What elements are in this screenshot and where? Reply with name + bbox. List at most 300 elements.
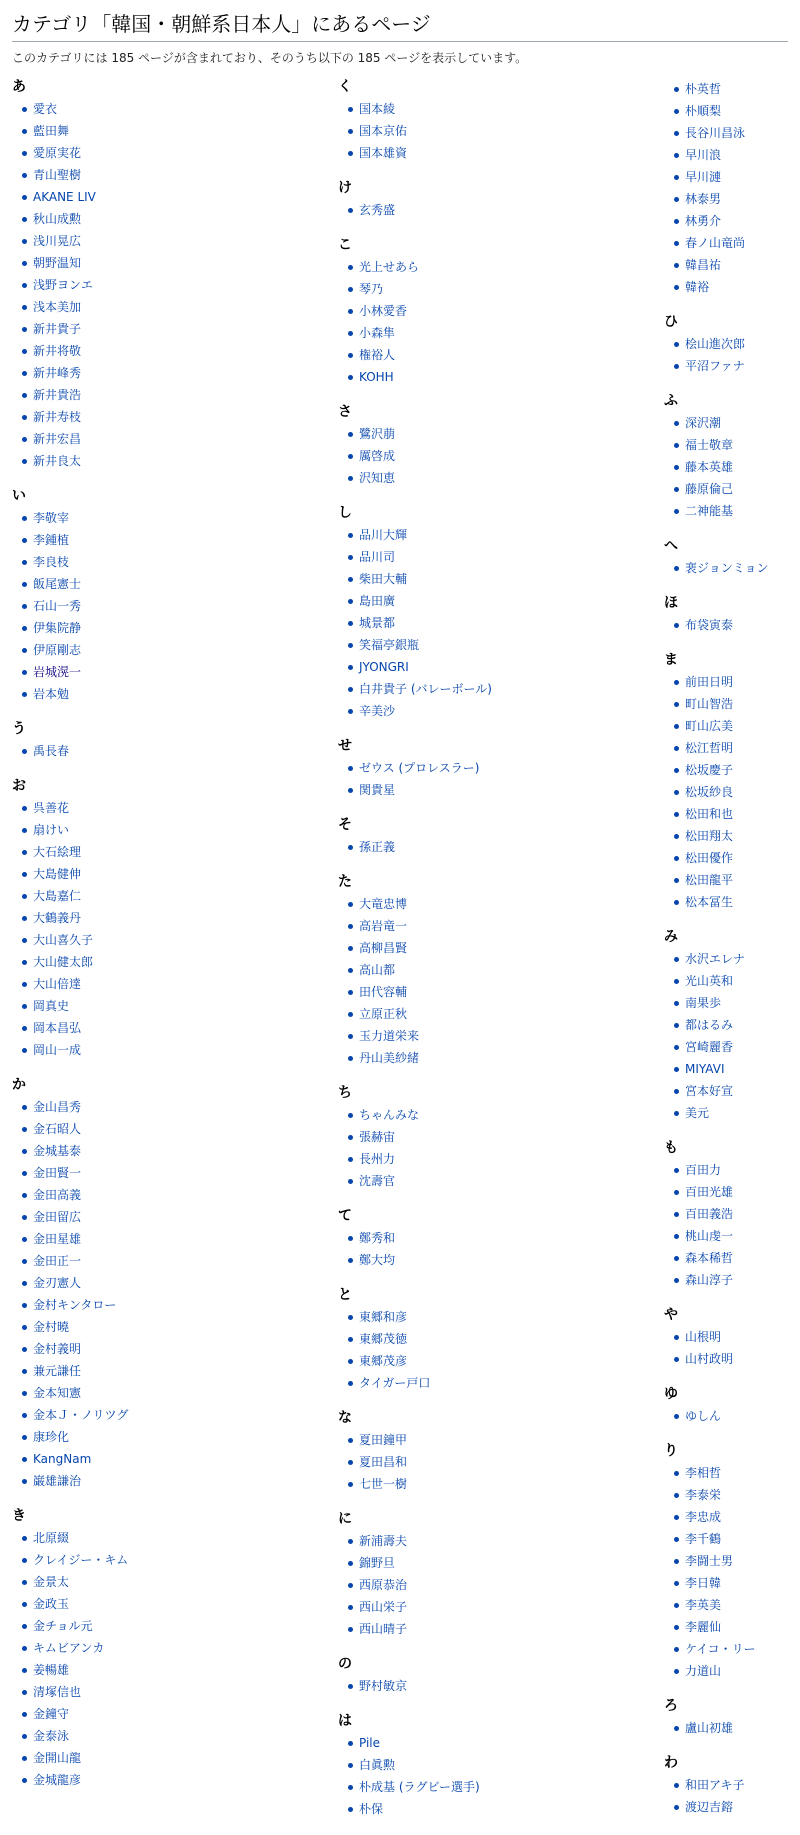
page-link[interactable]: 金山昌秀: [33, 1100, 82, 1114]
page-link[interactable]: ゆしん: [685, 1409, 722, 1423]
page-link[interactable]: 大石絵理: [33, 845, 82, 859]
list-item: [348, 937, 664, 959]
list-item: [348, 893, 664, 915]
page-list: [338, 423, 664, 489]
list-item: [348, 1732, 664, 1754]
page-link[interactable]: 桧山進次郎: [685, 337, 746, 351]
page-link[interactable]: 金城龍彦: [33, 1773, 82, 1787]
list-item: [348, 1429, 664, 1451]
list-item: [674, 825, 788, 847]
letter-heading: ゆ: [664, 1386, 678, 1402]
page-link[interactable]: 夏田鐘甲: [359, 1433, 408, 1447]
page-link[interactable]: 白井貴子 (バレーボール): [359, 682, 492, 696]
page-link[interactable]: 金田留広: [33, 1210, 82, 1224]
page-link[interactable]: 松坂紗良: [685, 785, 734, 799]
letter-group: [12, 78, 338, 472]
page-link[interactable]: 丹山美紗緒: [359, 1051, 420, 1065]
letter-group: [338, 1655, 664, 1697]
list-item: [674, 869, 788, 891]
page-link[interactable]: 金田賢一: [33, 1166, 82, 1180]
page-link[interactable]: 新井良太: [33, 454, 82, 468]
page-link[interactable]: 沈壽官: [359, 1174, 396, 1188]
page-link[interactable]: 水沢エレナ: [685, 952, 746, 966]
list-item: [22, 1228, 338, 1250]
page-link[interactable]: 柴田大輔: [359, 572, 408, 586]
page-link[interactable]: 李忠成: [685, 1510, 722, 1524]
list-item: [22, 951, 338, 973]
page-link[interactable]: 玉力道栄来: [359, 1029, 420, 1043]
list-item: [674, 1014, 788, 1036]
list-item: [22, 1681, 338, 1703]
page-link[interactable]: 李千鶴: [685, 1532, 722, 1546]
letter-group: [664, 1385, 788, 1427]
page-link[interactable]: 新井宏昌: [33, 432, 82, 446]
listing-column-1: [12, 78, 338, 1806]
page-link[interactable]: 浅川晃広: [33, 234, 82, 248]
page-link[interactable]: 関貴星: [359, 783, 396, 797]
page-link[interactable]: 金城基泰: [33, 1144, 82, 1158]
page-link[interactable]: 扇けい: [33, 823, 70, 837]
page-link[interactable]: 金鐘守: [33, 1707, 70, 1721]
page-link[interactable]: 藤原倫己: [685, 482, 734, 496]
letter-group: [12, 1507, 338, 1791]
page-link[interactable]: 国本雄資: [359, 146, 408, 160]
list-item: [674, 671, 788, 693]
page-link[interactable]: 松田和也: [685, 807, 734, 821]
list-item: [348, 524, 664, 546]
page-link[interactable]: 松江哲明: [685, 741, 734, 755]
list-item: [674, 1796, 788, 1818]
page-link[interactable]: 小森隼: [359, 326, 396, 340]
page-list: [338, 1306, 664, 1394]
page-link[interactable]: 長谷川昌泳: [685, 126, 746, 140]
page-link[interactable]: 新井貴子: [33, 322, 82, 336]
page-link[interactable]: 宮崎麗香: [685, 1040, 734, 1054]
page-link[interactable]: 李麗仙: [685, 1620, 722, 1634]
page-list: [664, 1774, 788, 1818]
page-link[interactable]: 厲啓成: [359, 449, 396, 463]
letter-heading: こ: [338, 237, 352, 253]
letter-group: [664, 1139, 788, 1291]
page-link[interactable]: 新井峰秀: [33, 366, 82, 380]
letter-group: [338, 504, 664, 722]
page-link[interactable]: 桃山虔一: [685, 1229, 734, 1243]
page-link[interactable]: 北原綴: [33, 1531, 70, 1545]
letter-group: [338, 1510, 664, 1640]
page-link[interactable]: 李闘士男: [685, 1554, 734, 1568]
page-link[interactable]: 百田力: [685, 1163, 722, 1177]
page-link[interactable]: 二神能基: [685, 504, 734, 518]
page-list: [12, 507, 338, 705]
list-item: [674, 434, 788, 456]
page-link[interactable]: 新井貴浩: [33, 388, 82, 402]
page-link[interactable]: 愛衣: [33, 102, 58, 116]
list-item: [22, 1448, 338, 1470]
page-link[interactable]: 鷺沢萠: [359, 427, 396, 441]
list-item: [348, 612, 664, 634]
list-item: [348, 366, 664, 388]
page-link[interactable]: 西山晴子: [359, 1622, 408, 1636]
page-link[interactable]: 品川司: [359, 550, 396, 564]
list-item: [674, 1484, 788, 1506]
page-link[interactable]: 朴保: [359, 1802, 384, 1816]
letter-heading: ふ: [664, 393, 678, 409]
page-link[interactable]: 愛原実花: [33, 146, 82, 160]
page-link[interactable]: 渡辺吉鎔: [685, 1800, 734, 1814]
page-link[interactable]: 李鍾植: [33, 533, 70, 547]
page-link[interactable]: 裵ジョンミョン: [685, 561, 769, 575]
page-link[interactable]: 平沼ファナ: [685, 359, 745, 373]
page-link[interactable]: 李日韓: [685, 1576, 722, 1590]
page-link[interactable]: 布袋寅泰: [685, 618, 734, 632]
list-item: [22, 384, 338, 406]
page-link[interactable]: 大鶴義丹: [33, 911, 82, 925]
page-link[interactable]: 金チョル元: [33, 1619, 93, 1633]
page-link[interactable]: 岡山一成: [33, 1043, 82, 1057]
page-link[interactable]: 金田星雄: [33, 1232, 82, 1246]
page-link[interactable]: 李敬宰: [33, 511, 70, 525]
page-link[interactable]: 金泰泳: [33, 1729, 70, 1743]
page-link[interactable]: 金本Ｊ・ノリツグ: [33, 1408, 129, 1422]
page-link[interactable]: 深沢潮: [685, 416, 722, 430]
list-item: [22, 797, 338, 819]
page-link[interactable]: 藤本英雄: [685, 460, 734, 474]
page-list: [664, 1405, 788, 1427]
list-item: [674, 478, 788, 500]
page-link[interactable]: Pile: [359, 1736, 381, 1750]
page-link[interactable]: 白眞勲: [359, 1758, 396, 1772]
list-item: [348, 700, 664, 722]
list-item: [22, 1294, 338, 1316]
page-link[interactable]: 光山英和: [685, 974, 734, 988]
page-link[interactable]: 青山聖樹: [33, 168, 82, 182]
page-link[interactable]: 李泰栄: [685, 1488, 722, 1502]
letter-group: [12, 720, 338, 762]
list-item: [674, 188, 788, 210]
page-link[interactable]: 高岩竜一: [359, 919, 408, 933]
page-link[interactable]: 禹長春: [33, 744, 70, 758]
page-link[interactable]: AKANE LIV: [33, 190, 96, 204]
page-link[interactable]: 岡真史: [33, 999, 70, 1013]
page-link[interactable]: 新井寿枝: [33, 410, 82, 424]
page-link[interactable]: 琴乃: [359, 282, 384, 296]
letter-heading: そ: [338, 817, 352, 833]
page-link[interactable]: 東郷茂彦: [359, 1354, 408, 1368]
list-item: [22, 1404, 338, 1426]
list-item: [674, 1528, 788, 1550]
page-list: [664, 78, 788, 298]
list-item: [22, 929, 338, 951]
page-link[interactable]: 朝野温知: [33, 256, 82, 270]
page-link[interactable]: 田代容輔: [359, 985, 408, 999]
page-list: [338, 757, 664, 801]
page-link[interactable]: 東郷茂徳: [359, 1332, 408, 1346]
page-link[interactable]: 金開山龍: [33, 1751, 82, 1765]
page-link[interactable]: 国本京佑: [359, 124, 408, 138]
list-item: [674, 715, 788, 737]
list-item: [22, 661, 338, 683]
page-link[interactable]: 韓昌祐: [685, 258, 722, 272]
page-list: [338, 836, 664, 858]
page-link[interactable]: 笑福亭銀瓶: [359, 638, 420, 652]
page-link[interactable]: 金石昭人: [33, 1122, 82, 1136]
page-link[interactable]: 新井将敬: [33, 344, 82, 358]
page-list: [12, 797, 338, 1061]
page-list: [338, 98, 664, 164]
list-item: [674, 1269, 788, 1291]
page-link[interactable]: 松田龍平: [685, 873, 734, 887]
page-link[interactable]: 岩本勉: [33, 687, 70, 701]
page-link[interactable]: 盧山初雄: [685, 1721, 734, 1735]
letter-group: [12, 1076, 338, 1492]
page-link[interactable]: 浅野ヨンエ: [33, 278, 94, 292]
page-link[interactable]: 高山都: [359, 963, 396, 977]
letter-heading: き: [12, 1508, 26, 1524]
page-link[interactable]: 張赫宙: [359, 1130, 396, 1144]
page-list: [12, 98, 338, 472]
page-link[interactable]: 朴順梨: [685, 104, 722, 118]
page-link[interactable]: 康珍化: [33, 1430, 70, 1444]
page-link[interactable]: 光上せあら: [359, 260, 420, 274]
list-item: [22, 252, 338, 274]
page-link[interactable]: 町山智浩: [685, 697, 734, 711]
page-link[interactable]: MIYAVI: [685, 1062, 725, 1076]
page-link[interactable]: 石山一秀: [33, 599, 82, 613]
letter-heading: に: [338, 1511, 352, 1527]
list-item: [22, 1747, 338, 1769]
letter-group: [664, 1754, 788, 1818]
page-link[interactable]: 韓裕: [685, 280, 710, 294]
page-link[interactable]: 鄭大均: [359, 1253, 396, 1267]
list-item: [22, 186, 338, 208]
page-link[interactable]: 岡本昌弘: [33, 1021, 82, 1035]
page-link[interactable]: 鄭秀和: [359, 1231, 396, 1245]
list-item: [22, 639, 338, 661]
letter-heading: う: [12, 721, 26, 737]
page-link[interactable]: 東郷和彦: [359, 1310, 408, 1324]
page-link[interactable]: 島田廣: [359, 594, 396, 608]
list-item: [22, 683, 338, 705]
list-item: [674, 970, 788, 992]
page-link[interactable]: 権裕人: [359, 348, 396, 362]
page-link[interactable]: 呉善花: [33, 801, 70, 815]
page-link[interactable]: 小林愛香: [359, 304, 408, 318]
list-item: [348, 1047, 664, 1069]
page-link[interactable]: 大島健伸: [33, 867, 82, 881]
page-link[interactable]: 朴英哲: [685, 82, 722, 96]
page-link[interactable]: 品川大輝: [359, 528, 408, 542]
page-link[interactable]: 沢知恵: [359, 471, 396, 485]
page-link[interactable]: 長州力: [359, 1152, 396, 1166]
page-link[interactable]: 松田翔太: [685, 829, 734, 843]
page-link[interactable]: 七世一樹: [359, 1477, 408, 1491]
list-item: [348, 757, 664, 779]
list-item: [348, 959, 664, 981]
page-link[interactable]: 森本稀哲: [685, 1251, 734, 1265]
page-link[interactable]: 金田正一: [33, 1254, 82, 1268]
letter-heading: ひ: [664, 314, 678, 330]
page-link[interactable]: 兼元謙任: [33, 1364, 82, 1378]
page-link[interactable]: 金本知憲: [33, 1386, 82, 1400]
page-link[interactable]: 清塚信也: [33, 1685, 82, 1699]
page-link[interactable]: 金政玉: [33, 1597, 70, 1611]
page-link[interactable]: KOHH: [359, 370, 394, 384]
list-item: [22, 740, 338, 762]
list-item: [674, 1203, 788, 1225]
list-item: [674, 100, 788, 122]
page-link[interactable]: 松田優作: [685, 851, 734, 865]
list-item: [674, 1181, 788, 1203]
page-link[interactable]: 大山喜久子: [33, 933, 94, 947]
list-item: [348, 256, 664, 278]
page-link[interactable]: 松本冨生: [685, 895, 734, 909]
page-link[interactable]: 孫正義: [359, 840, 396, 854]
list-item: [674, 891, 788, 913]
page-link[interactable]: 大山倍達: [33, 977, 82, 991]
page-link[interactable]: 李英美: [685, 1598, 722, 1612]
page-link[interactable]: 林勇介: [685, 214, 722, 228]
list-item: [22, 98, 338, 120]
page-link[interactable]: 高柳昌賢: [359, 941, 408, 955]
page-link[interactable]: 飯尾憲士: [33, 577, 82, 591]
page-link[interactable]: 国本綾: [359, 102, 396, 116]
page-list: [12, 1096, 338, 1492]
page-link[interactable]: ケイコ・リー: [685, 1642, 756, 1656]
page-link[interactable]: 早川漣: [685, 170, 722, 184]
letter-group: [664, 1697, 788, 1739]
letter-heading: わ: [664, 1755, 678, 1771]
list-item: [674, 759, 788, 781]
page-link[interactable]: タイガー戸口: [359, 1376, 431, 1390]
page-link[interactable]: 山根明: [685, 1330, 722, 1344]
letter-heading: ほ: [664, 595, 678, 611]
page-link[interactable]: 巌雄謙治: [33, 1474, 82, 1488]
page-link[interactable]: 大島嘉仁: [33, 889, 82, 903]
page-link[interactable]: JYONGRI: [359, 660, 409, 674]
letter-group: [664, 1442, 788, 1682]
page-link[interactable]: 李良枝: [33, 555, 70, 569]
page-link[interactable]: 町山広美: [685, 719, 734, 733]
list-item: [348, 1249, 664, 1271]
list-item: [348, 1798, 664, 1820]
page-link[interactable]: ゼウス (プロレスラー): [359, 761, 480, 775]
letter-group: [664, 651, 788, 913]
list-item: [674, 355, 788, 377]
page-link[interactable]: 玄秀盛: [359, 203, 396, 217]
page-link[interactable]: 大竜忠博: [359, 897, 408, 911]
page-list: [664, 614, 788, 636]
page-link[interactable]: 辛美沙: [359, 704, 396, 718]
page-link[interactable]: 金刃憲人: [33, 1276, 82, 1290]
page-link[interactable]: キムビアンカ: [33, 1641, 105, 1655]
page-link[interactable]: 大山健太郎: [33, 955, 94, 969]
page-link[interactable]: 早川浪: [685, 148, 722, 162]
letter-group: [338, 816, 664, 858]
page-link[interactable]: 姜暢雄: [33, 1663, 70, 1677]
page-link[interactable]: 金村キンタロー: [33, 1298, 117, 1312]
listing-column-2: [338, 78, 664, 1835]
list-item: [22, 1769, 338, 1791]
letter-heading: い: [12, 488, 26, 504]
list-item: [674, 737, 788, 759]
page-link[interactable]: 南果歩: [685, 996, 722, 1010]
list-item: [348, 1126, 664, 1148]
letter-heading: と: [338, 1287, 352, 1303]
page-link[interactable]: 松坂慶子: [685, 763, 734, 777]
page-link[interactable]: 伊原剛志: [33, 643, 82, 657]
page-link[interactable]: 春ノ山竜尚: [685, 236, 746, 250]
list-item: [348, 546, 664, 568]
list-item: [348, 1003, 664, 1025]
page-link[interactable]: 西山栄子: [359, 1600, 408, 1614]
page-link[interactable]: 城景都: [359, 616, 396, 630]
page-link[interactable]: 夏田昌和: [359, 1455, 408, 1469]
page-link[interactable]: 山村政明: [685, 1352, 734, 1366]
page-link[interactable]: 浅本美加: [33, 300, 82, 314]
page-link[interactable]: 藍田舞: [33, 124, 70, 138]
category-listing: [12, 78, 788, 1835]
letter-group: [338, 1084, 664, 1192]
list-item: [22, 120, 338, 142]
page-link[interactable]: KangNam: [33, 1452, 92, 1466]
page-link[interactable]: 前田日明: [685, 675, 734, 689]
list-item: [22, 340, 338, 362]
page-link[interactable]: 百田光雄: [685, 1185, 734, 1199]
page-link[interactable]: 立原正秋: [359, 1007, 408, 1021]
page-link[interactable]: 福士敬章: [685, 438, 734, 452]
page-link[interactable]: 美元: [685, 1106, 710, 1120]
page-link[interactable]: 宮本好宣: [685, 1084, 734, 1098]
page-link[interactable]: 錦野旦: [359, 1556, 396, 1570]
list-item: [22, 208, 338, 230]
page-link[interactable]: 野村敏京: [359, 1679, 408, 1693]
page-link[interactable]: ちゃんみな: [359, 1108, 420, 1122]
page-link[interactable]: クレイジー・キム: [33, 1553, 129, 1567]
page-link[interactable]: 林泰男: [685, 192, 722, 206]
page-list: [664, 1326, 788, 1370]
page-link[interactable]: 金田高義: [33, 1188, 82, 1202]
page-link[interactable]: 朴成基 (ラグビー選手): [359, 1780, 480, 1794]
page-link[interactable]: 森山淳子: [685, 1273, 734, 1287]
list-item: [674, 992, 788, 1014]
list-item: [348, 836, 664, 858]
list-item: [348, 1530, 664, 1552]
page-link[interactable]: 都はるみ: [685, 1018, 734, 1032]
page-link[interactable]: 李相哲: [685, 1466, 722, 1480]
letter-group: [664, 594, 788, 636]
page-link[interactable]: 金村曉: [33, 1320, 70, 1334]
list-item: [348, 1473, 664, 1495]
page-link[interactable]: 金村義明: [33, 1342, 82, 1356]
list-item: [674, 948, 788, 970]
letter-heading: く: [338, 79, 352, 95]
page-link[interactable]: 新浦壽夫: [359, 1534, 408, 1548]
page-link[interactable]: 伊集院静: [33, 621, 82, 635]
page-link[interactable]: 金景太: [33, 1575, 70, 1589]
list-item: [674, 210, 788, 232]
page-link[interactable]: 和田アキ子: [685, 1778, 745, 1792]
page-list: [338, 1732, 664, 1820]
page-link[interactable]: 岩城滉一: [33, 665, 82, 679]
page-link[interactable]: 秋山成勲: [33, 212, 82, 226]
list-item: [22, 529, 338, 551]
list-item: [22, 142, 338, 164]
page-link[interactable]: 力道山: [685, 1664, 722, 1678]
list-item: [348, 1451, 664, 1473]
page-link[interactable]: 百田義浩: [685, 1207, 734, 1221]
list-item: [348, 1776, 664, 1798]
page-link[interactable]: 西原恭治: [359, 1578, 408, 1592]
